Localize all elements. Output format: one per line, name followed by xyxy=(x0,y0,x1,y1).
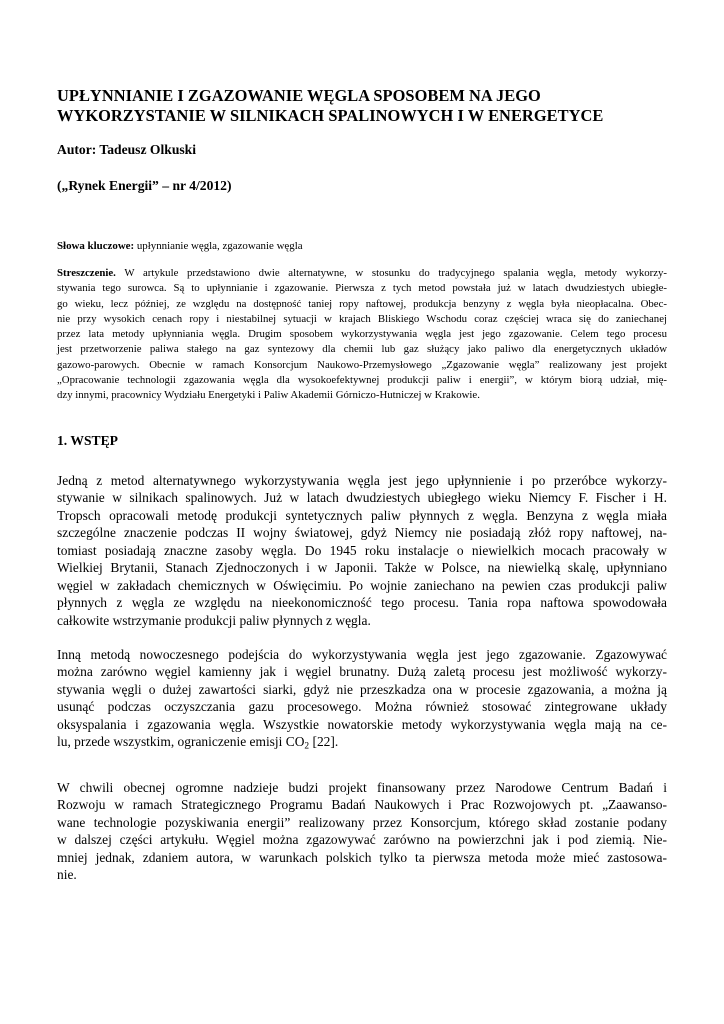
paragraph-line: Inną metodą nowoczesnego podejścia do wykorzystywania węgla jest jego zgazowanie. Zgazowywać xyxy=(57,647,667,662)
body-paragraph xyxy=(57,779,667,884)
abstract-line: stywania tego surowca. Są to upłynnianie i zgazowanie. Pierwsza z tych metod powstała już w latach dwudziestych ubiegłe- xyxy=(57,282,667,295)
title-line: UPŁYNNIANIE I ZGAZOWANIE WĘGLA SPOSOBEM NA JEGO xyxy=(57,86,541,105)
author-line: Autor: Tadeusz Olkuski xyxy=(57,142,197,157)
paragraph-line: usunąć podczas oczyszczania gazu procesowego. Można również stosować zintegrowane układy xyxy=(57,699,667,715)
subscript: 2 xyxy=(304,741,310,752)
article-title xyxy=(57,86,677,126)
abstract-line xyxy=(57,266,667,281)
paragraph-line: W chwili obecnej ogromne nadzieje budzi projekt finansowany przez Narodowe Centrum Badań i xyxy=(57,780,667,795)
abstract-label: Streszczenie. xyxy=(57,267,116,279)
source-citation: („Rynek Energii” – nr 4/2012) xyxy=(57,178,232,193)
abstract-line: przez lata metody upłynniania węgla. Drugim sposobem wykorzystywania węgla jest jego zgazowanie. Celem tego procesu xyxy=(57,328,667,341)
title-line: WYKORZYSTANIE W SILNIKACH SPALINOWYCH I W ENERGETYCE xyxy=(57,106,604,125)
abstract-line: go wieku, lecz później, ze względu na dostępność taniej ropy naftowej, produkcja benzyny z węgla była nieopłacalna. Obec- xyxy=(57,297,667,310)
paragraph-text: [22]. xyxy=(309,734,339,750)
section-heading: 1. WSTĘP xyxy=(57,433,118,448)
abstract xyxy=(57,266,667,404)
keywords xyxy=(57,239,303,253)
paragraph-line: stywanie w silnikach spalinowych. Już w latach dwudziestych ubiegłego wieku Niemcy F. Fischer i H. xyxy=(57,490,667,506)
paragraph-line: płynnych z węgla ze względu na nieekonomiczność tego procesu. Tania ropa naftowa spowodowała xyxy=(57,595,667,611)
abstract-line: „Opracowanie technologii zgazowania węgla dla wysokoefektywnej produkcji paliw i energii”, w którym biorą udział, mię- xyxy=(57,374,667,387)
paragraph-text: lu, przede wszystkim, ograniczenie emisji CO xyxy=(57,734,305,750)
paragraph-line: węgiel w zakładach chemicznych w Oświęcimiu. Po wojnie zaniechano na pewien czas produkcji paliw xyxy=(57,577,667,593)
paragraph-line: Jedną z metod alternatywnego wykorzystywania węgla jest jego upłynnienie i po przeróbce wykorzy- xyxy=(57,473,667,488)
paragraph-line: Tropsch opracowali metodę produkcji syntetycznych paliw płynnych z węgla. Benzyna z węgla miała xyxy=(57,507,667,523)
paragraph-line: wane technologie pozyskiwania energii” realizowany przez Konsorcjum, którego skład zostanie podany xyxy=(57,814,667,830)
body-paragraph xyxy=(57,646,667,751)
paragraph-line: tomiast posiadają znaczne zasoby węgla. Do 1945 roku instalacje o niewielkich mocach pracowały w xyxy=(57,542,667,558)
paragraph-line: w dalszej części artykułu. Węgiel można zgazowywać zarówno na powierzchni jak i pod ziemią. Nie- xyxy=(57,832,667,848)
paragraph-line: nie. xyxy=(57,867,77,883)
body-paragraph xyxy=(57,472,667,629)
paragraph-line: Wielkiej Brytanii, Stanach Zjednoczonych i w Japonii. Także w Polsce, na niewielką skalę, upłynniano xyxy=(57,560,667,576)
keywords-text: upłynnianie węgla, zgazowanie węgla xyxy=(134,240,303,252)
abstract-line: gazowo-parowych. Obecnie w ramach Konsorcjum Naukowo-Przemysłowego „Zgazowanie węgla” realizowany jest projekt xyxy=(57,358,667,371)
abstract-text: W artykule przedstawiono dwie alternatywne, w stosunku do tradycyjnego spalania węgla, metody wykorzy- xyxy=(115,267,667,279)
paragraph-line: oksyspalania i zgazowania węgla. Wszystkie nowatorskie metody wykorzystywania węgla mają na ce- xyxy=(57,716,667,732)
abstract-line: jest przetworzenie paliwa stałego na gaz syntezowy dla chemii lub gaz służący jako paliwo dla energetycznych układów xyxy=(57,343,667,356)
abstract-line: nie przy wysokich cenach ropy i niestabilnej sytuacji w krajach Bliskiego Wschodu coraz częściej wraca się do zaniechanej xyxy=(57,312,667,325)
paragraph-line: całkowite wstrzymanie produkcji paliw płynnych z węgla. xyxy=(57,612,371,628)
abstract-line: dzy innymi, pracownicy Wydziału Energetyki i Paliw Akademii Górniczo-Hutniczej w Krakowie. xyxy=(57,389,480,402)
paragraph-line xyxy=(57,733,667,750)
paragraph-line: można zarówno węgiel kamienny jak i węgiel brunatny. Dużą zaletą procesu jest możliwość wykorzy- xyxy=(57,664,667,680)
paragraph-line: mniej jednak, zdaniem autora, w warunkach polskich tylko ta pierwsza metoda może mieć zastosowa- xyxy=(57,849,667,865)
paragraph-line: stywania węgli o dużej zawartości siarki, gdyż nie przeszkadza ona w procesie zgazowania, a można ją xyxy=(57,681,667,697)
paragraph-line: szczególne znaczenie podczas II wojny światowej, gdyż Niemcy nie posiadają złóż ropy naftowej, na- xyxy=(57,525,667,541)
paragraph-line: Rozwoju w ramach Strategicznego Programu Badań Naukowych i Prac Rozwojowych pt. „Zaawanso- xyxy=(57,797,667,813)
keywords-label: Słowa kluczowe: xyxy=(57,240,135,252)
